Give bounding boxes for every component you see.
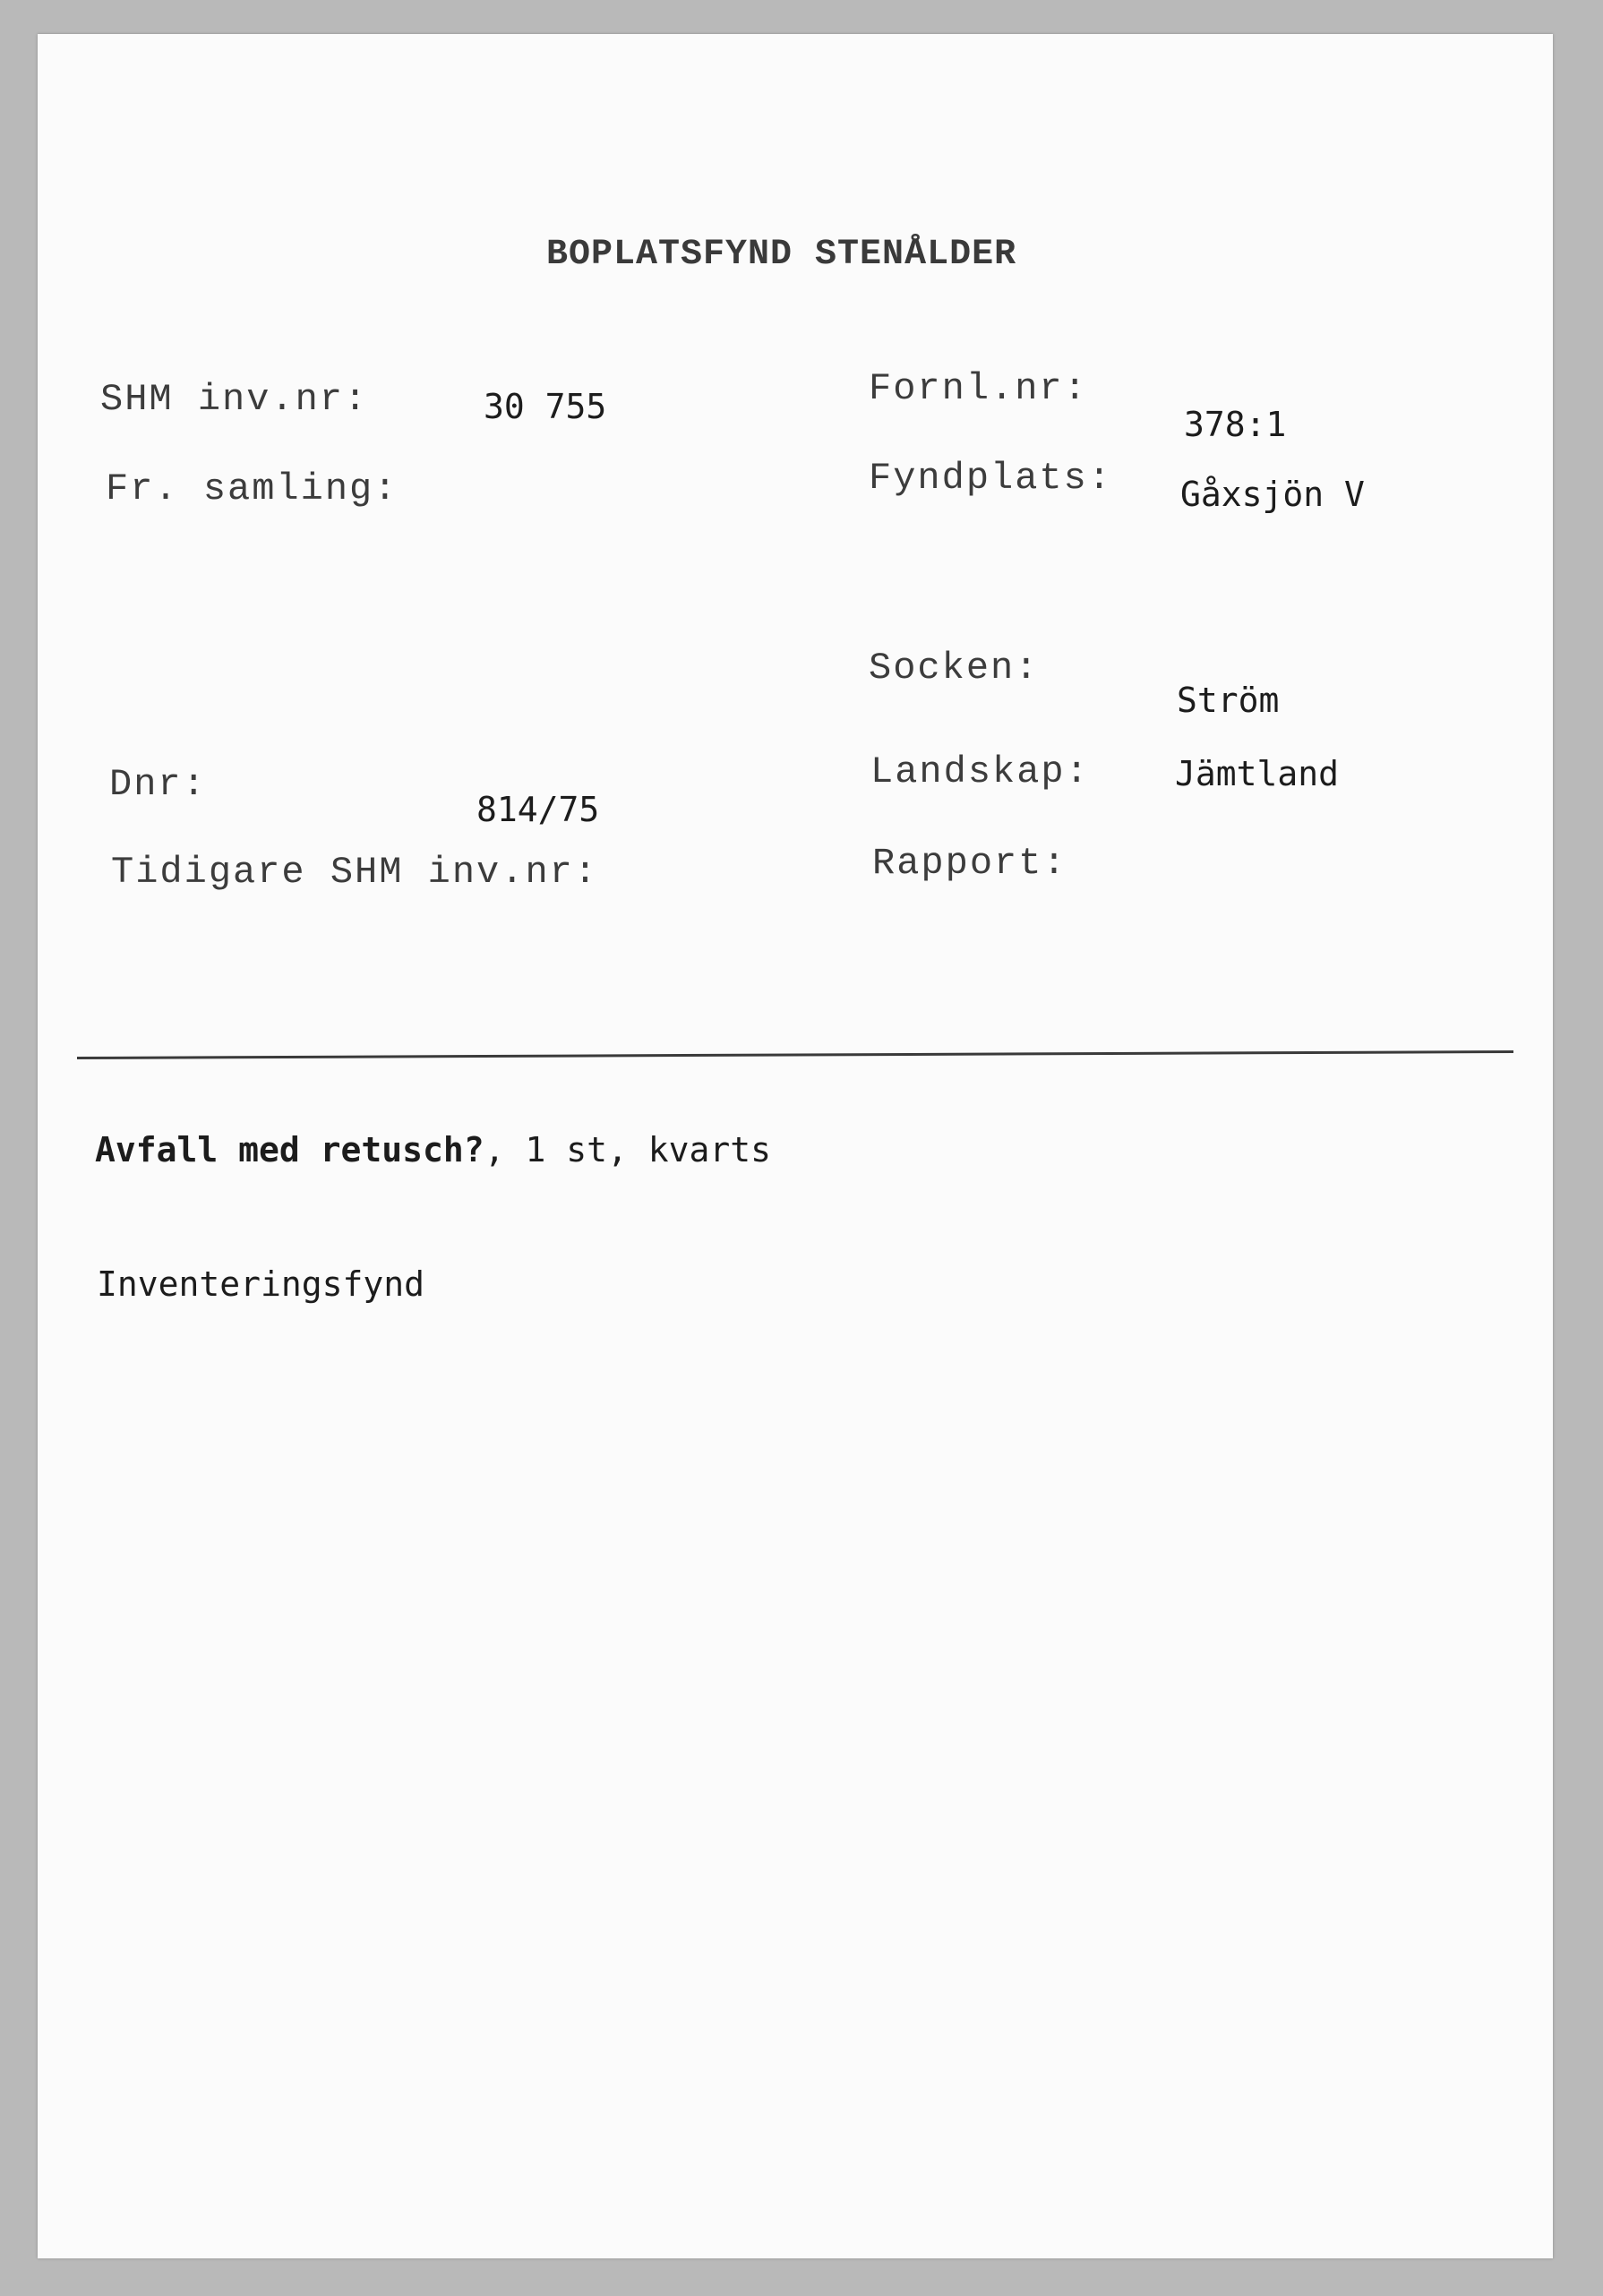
object-details: , 1 st, kvarts bbox=[484, 1130, 771, 1169]
rapport-label: Rapport: bbox=[872, 842, 1067, 885]
fornl-value: 378:1 bbox=[1184, 405, 1287, 444]
socken-value: Ström bbox=[1177, 681, 1280, 720]
fr-samling-label: Fr. samling: bbox=[106, 467, 399, 510]
object-description bbox=[95, 1130, 771, 1169]
landskap-label: Landskap: bbox=[870, 750, 1090, 793]
tidigare-shm-inv-label: Tidigare SHM inv.nr: bbox=[111, 851, 599, 894]
shm-inv-value: 30 755 bbox=[484, 387, 607, 426]
socken-label: Socken: bbox=[869, 647, 1040, 690]
find-note: Inventeringsfynd bbox=[97, 1264, 425, 1304]
shm-inv-label: SHM inv.nr: bbox=[100, 378, 369, 421]
fornl-label: Fornl.nr: bbox=[869, 367, 1088, 410]
fyndplats-value: Gåxsjön V bbox=[1180, 475, 1365, 514]
card-title: BOPLATSFYND STENÅLDER bbox=[546, 235, 1017, 275]
dnr-label: Dnr: bbox=[109, 763, 207, 806]
landskap-value: Jämtland bbox=[1175, 754, 1340, 793]
dnr-value: 814/75 bbox=[476, 790, 600, 829]
fyndplats-label: Fyndplats: bbox=[869, 457, 1113, 500]
object-name: Avfall med retusch? bbox=[95, 1130, 484, 1169]
